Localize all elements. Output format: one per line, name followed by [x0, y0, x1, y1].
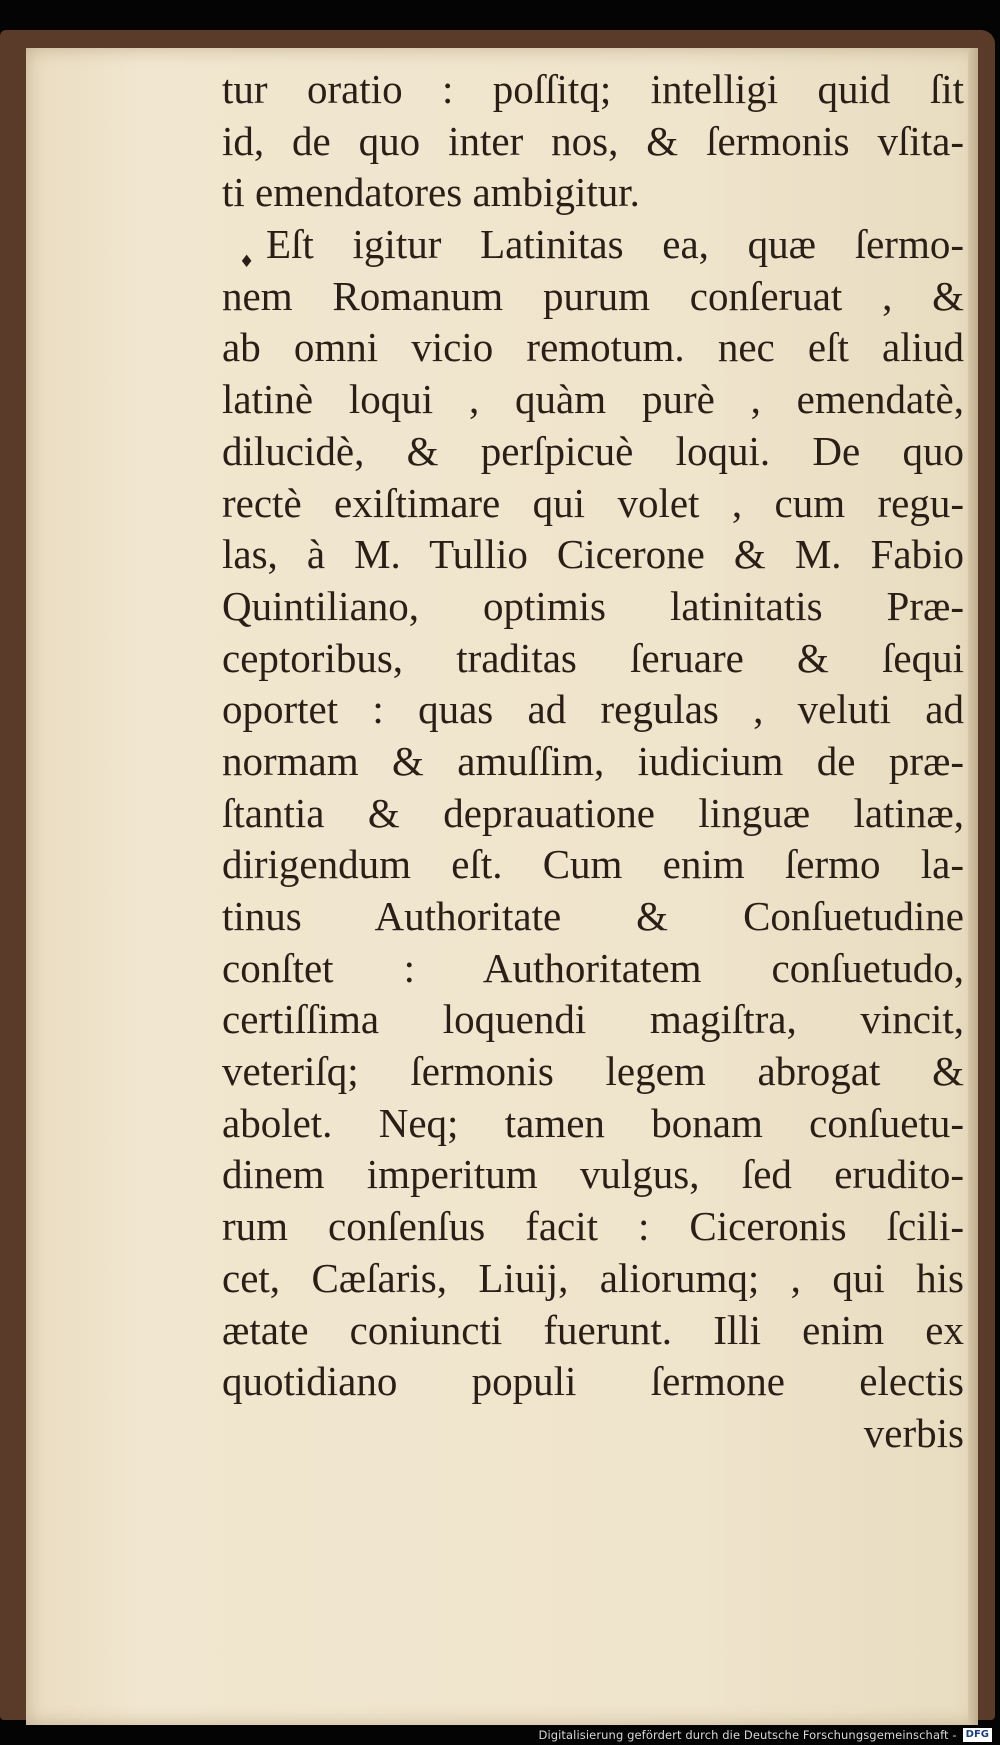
text-line: tur oratio : poſſitq; intelligi quid ſit: [222, 66, 964, 112]
text-line: rectè exiſtimare qui volet , cum regu-: [222, 479, 964, 526]
text-line: ſtantia & deprauatione linguæ latinæ,: [222, 789, 964, 836]
text-line: ab omni vicio remotum. nec eſt aliud: [222, 324, 964, 371]
printer-mark-icon: ♦: [239, 252, 255, 272]
text-line: Quintiliano, optimis latinitatis Præ-: [222, 582, 964, 629]
text-line: ætate coniuncti fuerunt. Illi enim ex: [222, 1306, 964, 1353]
text-line: oportet : quas ad regulas , veluti ad: [222, 686, 964, 733]
text-line: latinè loqui , quàm purè , emendatè,: [222, 376, 964, 423]
catchword: verbis: [863, 1409, 964, 1456]
text-line: quotidiano populi ſermone electis: [222, 1358, 964, 1405]
text-line: id, de quo inter nos, & ſermonis vſita-: [222, 117, 964, 164]
text-line: abolet. Neq; tamen bonam conſuetu-: [222, 1099, 964, 1146]
text-line: ti emendatores ambigitur.: [222, 169, 640, 216]
text-line: normam & amuſſim, iudicium de præ-: [222, 737, 964, 784]
text-line: dinem imperitum vulgus, ſed erudito-: [222, 1151, 964, 1198]
body-text: [222, 64, 964, 1460]
dfg-logo: DFG: [963, 1728, 992, 1742]
text-line: Eſt igitur Latinitas ea, quæ ſermo-: [266, 221, 964, 268]
text-line: las, à M. Tullio Cicerone & M. Fabio: [222, 531, 964, 578]
text-line: nem Romanum purum conſeruat , &: [222, 272, 964, 319]
text-line: cet, Cæſaris, Liuij, aliorumq; , qui his: [222, 1254, 964, 1301]
text-line: certiſſima loquendi magiſtra, vincit,: [222, 996, 964, 1043]
digitization-footer: [538, 1727, 992, 1743]
text-line: ceptoribus, traditas ſeruare & ſequi: [222, 634, 964, 681]
funding-credit: Digitalisierung gefördert durch die Deutsche Forschungsgemeinschaft -: [538, 1728, 957, 1742]
text-line: dilucidè, & perſpicuè loqui. De quo: [222, 427, 964, 474]
page-edge: [968, 48, 978, 1725]
text-line: rum conſenſus facit : Ciceronis ſcili-: [222, 1203, 964, 1250]
text-line: veteriſq; ſermonis legem abrogat &: [222, 1048, 964, 1095]
text-line: conſtet : Authoritatem conſuetudo,: [222, 944, 964, 991]
text-line: tinus Authoritate & Conſuetudine: [222, 893, 964, 939]
text-line: dirigendum eſt. Cum enim ſermo la-: [222, 841, 964, 888]
